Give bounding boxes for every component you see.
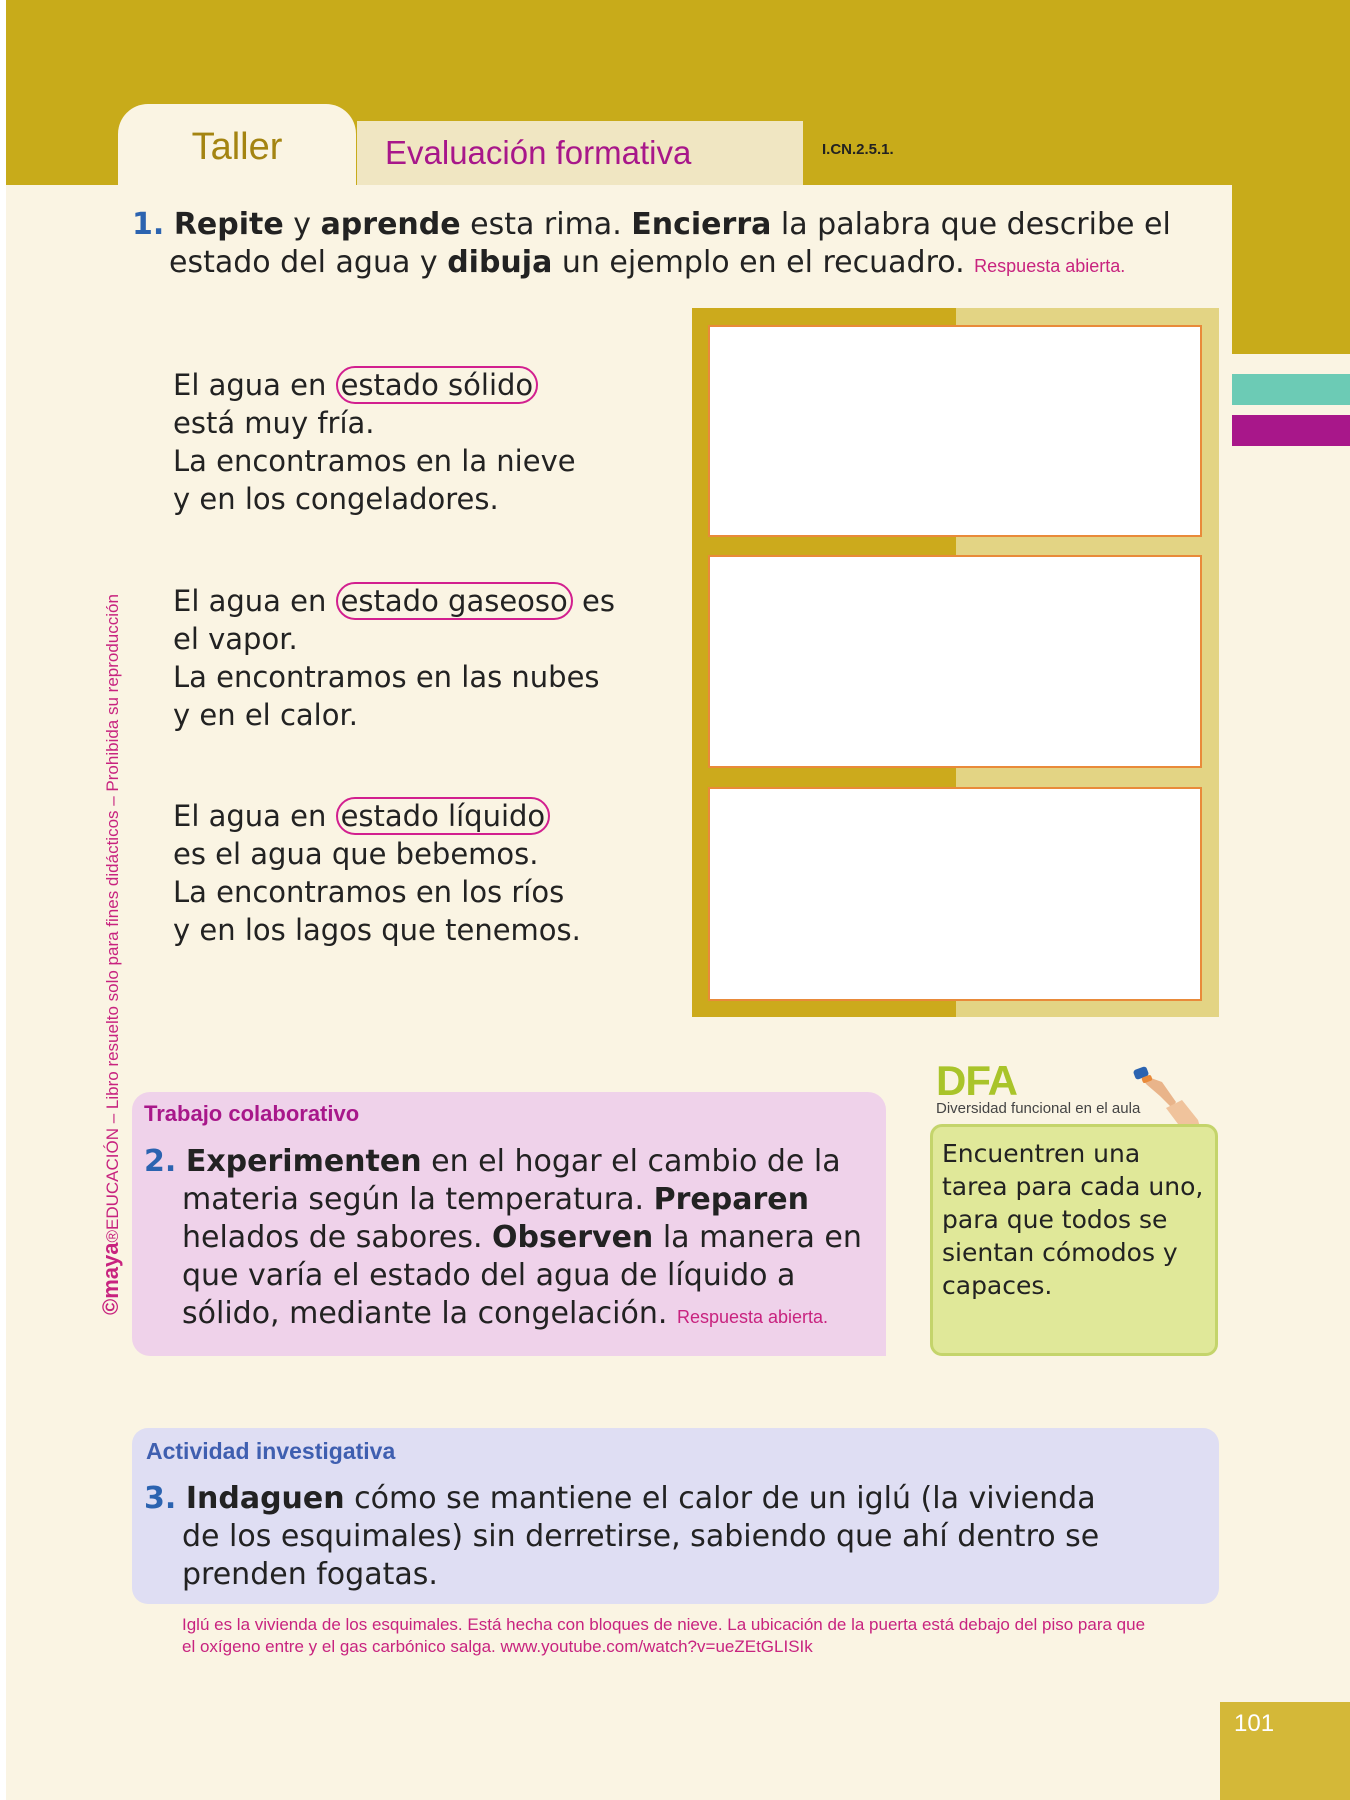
text: estado del agua y xyxy=(169,245,448,280)
keyword: Observen xyxy=(492,1220,654,1255)
text: sólido, mediante la congelación. xyxy=(182,1296,668,1331)
question-number: 2. xyxy=(144,1144,177,1179)
question-2-line: que varía el estado del agua de líquido a xyxy=(182,1258,796,1293)
research-activity-title: Actividad investigativa xyxy=(146,1438,396,1464)
question-1-line-2 xyxy=(132,244,1182,285)
left-margin-strip xyxy=(0,0,6,1800)
side-tab-teal xyxy=(1232,374,1350,405)
poem-line: La encontramos en los ríos xyxy=(173,875,565,909)
poem-line: está muy fría. xyxy=(173,406,375,440)
poem-line xyxy=(173,582,713,620)
answer-line: el oxígeno entre y el gas carbónico salga. www.youtube.com/watch?v=ueZEtGLISIk xyxy=(182,1637,813,1656)
text: es xyxy=(572,584,615,618)
drawing-box-gas[interactable] xyxy=(708,555,1202,768)
poem-stanza-solid xyxy=(173,366,713,518)
right-header-band xyxy=(1232,0,1350,354)
poem-line: y en el calor. xyxy=(173,698,358,732)
question-2-line xyxy=(144,1181,874,1219)
dfa-text: Encuentren una tarea para cada uno, para que todos se sientan cómodos y capaces. xyxy=(942,1139,1204,1300)
copyright-notice xyxy=(98,594,124,1315)
keyword: dibuja xyxy=(447,245,553,280)
question-3-line: prenden fogatas. xyxy=(182,1557,438,1592)
text: la manera en xyxy=(653,1220,862,1255)
keyword: Repite xyxy=(173,207,284,242)
tab-evaluacion-formativa: Evaluación formativa xyxy=(357,121,803,185)
answer-note: Respuesta abierta. xyxy=(676,1307,829,1327)
question-2 xyxy=(144,1143,874,1336)
text: en el hogar el cambio de la xyxy=(421,1144,841,1179)
poem-stanza-liquid xyxy=(173,797,713,949)
text: cómo se mantiene el calor de un iglú (la vivienda xyxy=(344,1481,1096,1516)
research-answer-note xyxy=(182,1614,1202,1658)
drawing-box-solid[interactable] xyxy=(708,325,1202,537)
text: la palabra que describe el xyxy=(771,207,1171,242)
question-1 xyxy=(132,206,1182,285)
keyword: aprende xyxy=(320,207,461,242)
poem-line: y en los lagos que tenemos. xyxy=(173,913,581,947)
text: materia según la temperatura. xyxy=(182,1182,654,1217)
dfa-subtitle: Diversidad funcional en el aula xyxy=(936,1100,1141,1117)
question-2-line xyxy=(144,1295,874,1336)
copyright-text: ®EDUCACIÓN – Libro resuelto solo para fines didácticos – Prohibida su reproducción xyxy=(103,594,122,1243)
circled-word: estado sólido xyxy=(336,366,539,404)
tab-taller: Taller xyxy=(118,104,356,185)
poem-line: es el agua que bebemos. xyxy=(173,837,539,871)
keyword: Preparen xyxy=(653,1182,809,1217)
text: El agua en xyxy=(173,799,336,833)
question-number: 3. xyxy=(144,1481,177,1516)
poem-stanza-gas xyxy=(173,582,713,734)
poem-line xyxy=(173,366,713,404)
answer-note: Respuesta abierta. xyxy=(974,256,1126,276)
keyword: Indaguen xyxy=(185,1481,345,1516)
circled-word: estado gaseoso xyxy=(336,582,573,620)
poem-line: el vapor. xyxy=(173,622,298,656)
keyword: Encierra xyxy=(631,207,772,242)
collaborative-work-title: Trabajo colaborativo xyxy=(144,1101,360,1126)
side-tab-magenta xyxy=(1232,415,1350,446)
poem-line: La encontramos en la nieve xyxy=(173,444,576,478)
question-2-line xyxy=(144,1143,874,1181)
text: esta rima. xyxy=(460,207,632,242)
text: y xyxy=(283,207,321,242)
text: un ejemplo en el recuadro. xyxy=(552,245,965,280)
drawing-box-liquid[interactable] xyxy=(708,787,1202,1001)
answer-line: Iglú es la vivienda de los esquimales. Está hecha con bloques de nieve. La ubicación de la puerta está debajo del piso para que xyxy=(182,1615,1146,1634)
text: helados de sabores. xyxy=(182,1220,493,1255)
poem-line: y en los congeladores. xyxy=(173,482,499,516)
question-3-line xyxy=(144,1480,1204,1518)
poem-line: La encontramos en las nubes xyxy=(173,660,600,694)
text: El agua en xyxy=(173,584,336,618)
curriculum-code: I.CN.2.5.1. xyxy=(822,141,894,158)
copyright-brand: ©maya xyxy=(98,1242,123,1315)
dfa-logo: DFA xyxy=(936,1057,1017,1104)
question-3 xyxy=(144,1480,1204,1594)
page-number: 101 xyxy=(1234,1710,1275,1737)
keyword: Experimenten xyxy=(185,1144,422,1179)
question-3-line: de los esquimales) sin derretirse, sabiendo que ahí dentro se xyxy=(182,1519,1100,1554)
question-number: 1. xyxy=(132,207,165,242)
poem-line xyxy=(173,797,713,835)
text: El agua en xyxy=(173,368,336,402)
question-2-line xyxy=(144,1219,874,1257)
circled-word: estado líquido xyxy=(336,797,551,835)
question-1-line-1 xyxy=(132,206,1182,244)
